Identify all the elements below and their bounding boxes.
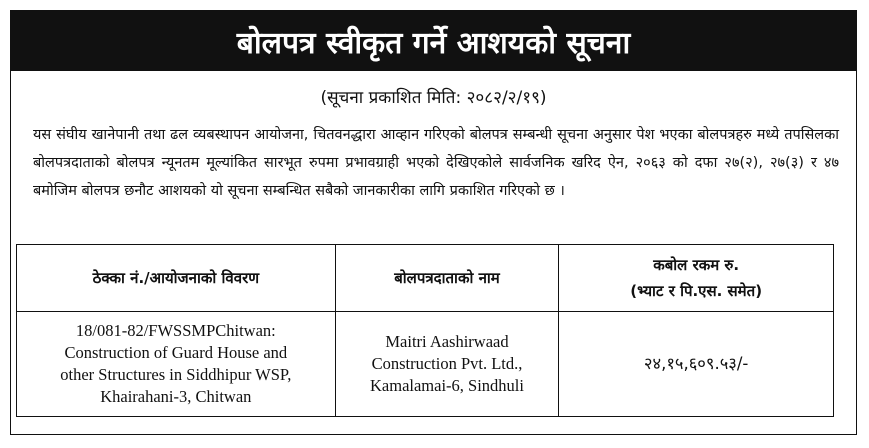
- notice-title: बोलपत्र स्वीकृत गर्ने आशयको सूचना: [11, 11, 856, 71]
- award-table: [16, 244, 834, 417]
- table-header-row: [17, 245, 834, 312]
- notice-body: यस संघीय खानेपानी तथा ढल व्यबस्थापन आयोजना, चितवनद्धारा आव्हान गरिएको बोलपत्र सम्बन्धी सूचना अनुसार पेश भएका बोलपत्रहरु मध्ये तपसिलका बोलपत्रदाताको बोलपत्र न्यूनतम मूल्यांकित सारभूत रुपमा प्रभावग्राही भएको देखिएकोले सार्वजनिक खरिद ऐन, २०६३ को दफा २७(२), २७(३) र ४७ बमोजिम बोलपत्र छनौट आशयको यो सूचना सम्बन्धित सबैको जानकारीका लागि प्रकाशित गरिएको छ ।: [33, 127, 839, 199]
- contract-line: 18/081-82/FWSSMPChitwan:: [75, 321, 276, 340]
- header-bidder: बोलपत्रदाताको नाम: [335, 245, 559, 312]
- header-amount-line2: (भ्याट र पि.एस. समेत): [630, 282, 763, 300]
- contract-line: Construction of Guard House and: [64, 343, 288, 362]
- bidder-line: Maitri Aashirwaad: [385, 332, 509, 351]
- header-amount: [559, 245, 834, 312]
- contract-line: Khairahani-3, Chitwan: [100, 387, 252, 406]
- contract-line: other Structures in Siddhipur WSP,: [60, 365, 292, 384]
- header-amount-line1: कबोल रकम रु.: [653, 256, 740, 274]
- table-row: [17, 312, 834, 417]
- bidder-line: Construction Pvt. Ltd.,: [371, 354, 523, 373]
- contract-cell: [17, 312, 336, 417]
- amount-cell: २४,१५,६०९.५३/-: [559, 312, 834, 417]
- bidder-cell: [335, 312, 559, 417]
- publication-date: (सूचना प्रकाशित मिति: २०८२/२/१९): [320, 88, 547, 108]
- header-contract: ठेक्का नं./आयोजनाको विवरण: [17, 245, 336, 312]
- bidder-line: Kamalamai-6, Sindhuli: [370, 376, 524, 395]
